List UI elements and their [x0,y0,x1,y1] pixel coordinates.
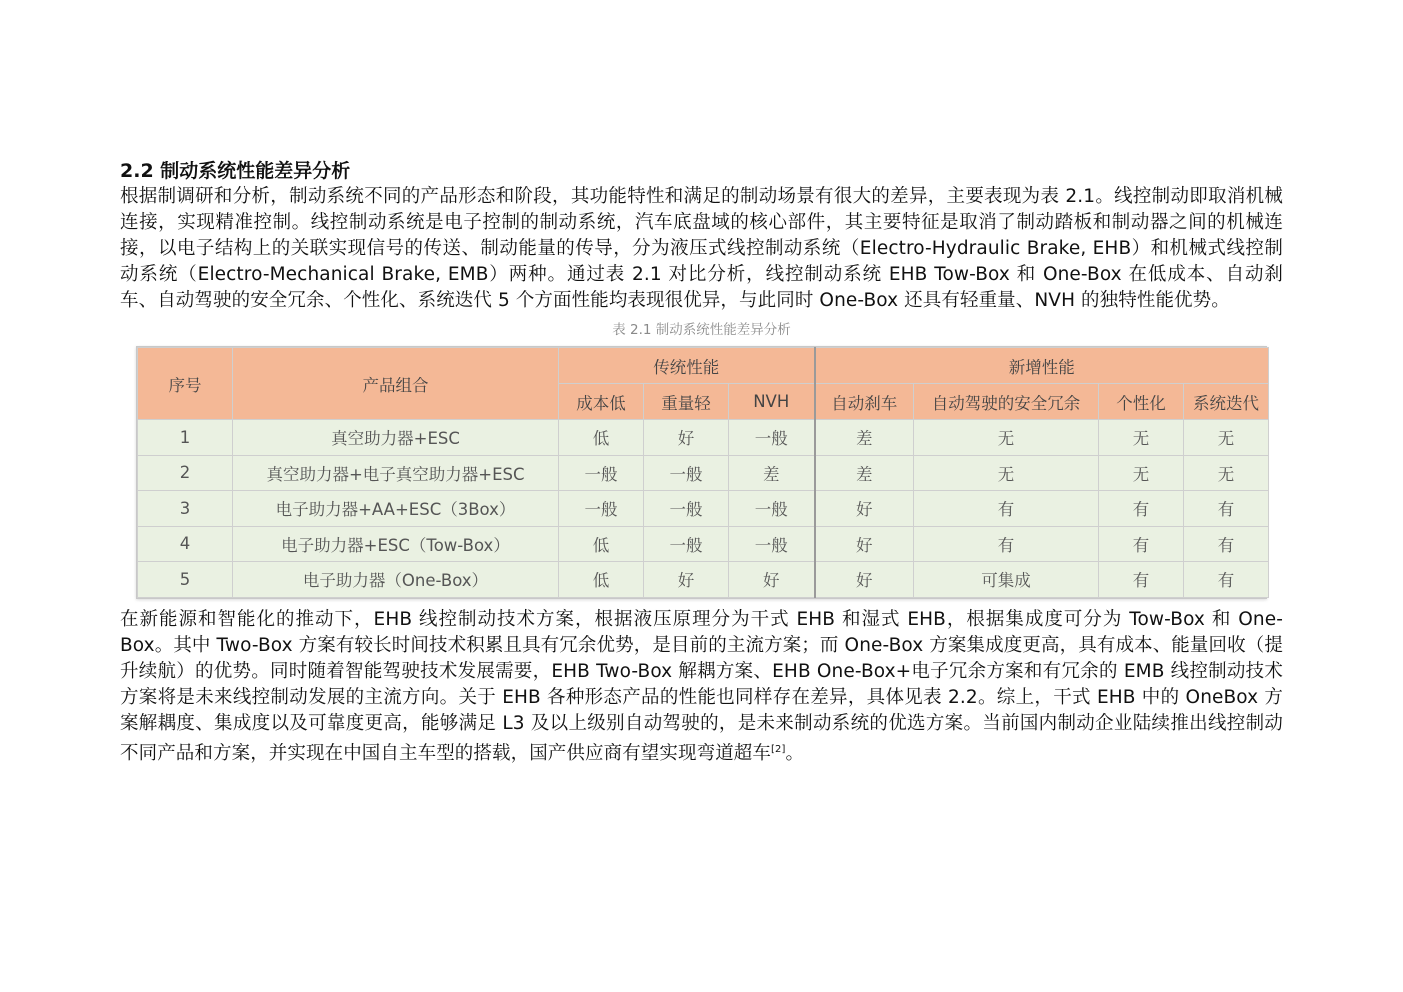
cell-combo: 电子助力器（One-Box） [233,562,559,598]
cell-value: 可集成 [914,562,1099,598]
cell-value: 差 [815,455,914,491]
cell-value: 无 [1099,455,1184,491]
cell-value: 有 [1184,491,1269,527]
cell-no: 4 [138,526,233,562]
cell-value: 好 [815,562,914,598]
cell-value: 有 [1099,526,1184,562]
cell-value: 一般 [559,455,644,491]
header-group-new: 新增性能 [815,348,1269,384]
cell-value: 低 [559,562,644,598]
cell-value: 一般 [729,526,815,562]
cell-combo: 电子助力器+AA+ESC（3Box） [233,491,559,527]
cell-value: 有 [1184,562,1269,598]
cell-value: 一般 [644,455,729,491]
table-row [138,455,1269,491]
document-page [120,158,1283,767]
paragraph-conclusion [120,607,1283,767]
cell-value: 无 [1184,455,1269,491]
cell-value: 好 [644,420,729,456]
cell-combo: 电子助力器+ESC（Tow-Box） [233,526,559,562]
cell-value: 有 [1184,526,1269,562]
cell-value: 无 [914,455,1099,491]
cell-value: 好 [815,491,914,527]
cell-no: 3 [138,491,233,527]
paragraph-intro: 根据制调研和分析，制动系统不同的产品形态和阶段，其功能特性和满足的制动场景有很大的差异，主要表现为表 2.1。线控制动即取消机械连接，实现精准控制。线控制动系统是电子控制的制动系统，汽车底盘域的核心部件，其主要特征是取消了制动踏板和制动器之间的机械连接，以电子结构上的关联实现信号的传送、制动能量的传导，分为液压式线控制动系统（Electro-Hydraulic Brake, EHB）和机械式线控制动系统（Electro-Mechanical Brake, EMB）两种。通过表 2.1 对比分析，线控制动系统 EHB Tow-Box 和 One-Box 在低成本、自动刹车、自动驾驶的安全冗余、个性化、系统迭代 5 个方面性能均表现很优异，与此同时 One-Box 还具有轻重量、NVH 的独特性能优势。 [120,186,1283,311]
table-row [138,562,1269,598]
cell-value: 差 [815,420,914,456]
header-col-auto-brake: 自动刹车 [815,384,914,420]
table-row [138,420,1269,456]
performance-table-frame [136,346,1267,599]
cell-value: 有 [1099,562,1184,598]
cell-combo: 真空助力器+ESC [233,420,559,456]
header-col-redundancy: 自动驾驶的安全冗余 [914,384,1099,420]
header-col-nvh: NVH [729,384,815,420]
performance-table [137,347,1269,598]
cell-value: 无 [1184,420,1269,456]
cell-value: 差 [729,455,815,491]
header-col-personalization: 个性化 [1099,384,1184,420]
cell-value: 低 [559,526,644,562]
cell-no: 2 [138,455,233,491]
header-col-cost: 成本低 [559,384,644,420]
section-heading: 2.2 制动系统性能差异分析 [120,160,351,182]
cell-value: 好 [729,562,815,598]
cell-value: 有 [914,526,1099,562]
cell-value: 无 [914,420,1099,456]
cell-value: 好 [815,526,914,562]
table-row [138,526,1269,562]
cell-value: 一般 [729,420,815,456]
cell-value: 一般 [559,491,644,527]
cell-value: 有 [1099,491,1184,527]
header-col-iteration: 系统迭代 [1184,384,1269,420]
cell-value: 一般 [644,491,729,527]
table-row [138,491,1269,527]
paragraph-conclusion-end: 。 [785,742,805,764]
header-combo: 产品组合 [233,348,559,420]
cell-value: 一般 [729,491,815,527]
cell-value: 无 [1099,420,1184,456]
paragraph-conclusion-text: 在新能源和智能化的推动下，EHB 线控制动技术方案，根据液压原理分为干式 EHB 和湿式 EHB，根据集成度可分为 Tow-Box 和 One-Box。其中 Two-Box 方案有较长时间技术积累且具有冗余优势，是目前的主流方案；而 One-Box 方案集成度更高，具有成本、能量回收（提升续航）的优势。同时随着智能驾驶技术发展需要，EHB Two-Box 解耦方案、EHB One-Box+电子冗余方案和有冗余的 EMB 线控制动技术方案将是未来线控制动发展的主流方向。关于 EHB 各种形态产品的性能也同样存在差异，具体见表 2.2。综上，干式 EHB 中的 OneBox 方案解耦度、集成度以及可靠度更高，能够满足 L3 及以上级别自动驾驶的，是未来制动系统的优选方案。当前国内制动企业陆续推出线控制动不同产品和方案，并实现在中国自主车型的搭载，国产供应商有望实现弯道超车 [120,608,1283,764]
cell-value: 低 [559,420,644,456]
cell-no: 5 [138,562,233,598]
cell-value: 有 [914,491,1099,527]
citation-ref[interactable]: [2] [771,743,786,755]
header-group-traditional: 传统性能 [559,348,815,384]
cell-value: 一般 [644,526,729,562]
header-no: 序号 [138,348,233,420]
cell-combo: 真空助力器+电子真空助力器+ESC [233,455,559,491]
cell-no: 1 [138,420,233,456]
cell-value: 好 [644,562,729,598]
table-caption: 表 2.1 制动系统性能差异分析 [612,322,791,338]
header-col-weight: 重量轻 [644,384,729,420]
